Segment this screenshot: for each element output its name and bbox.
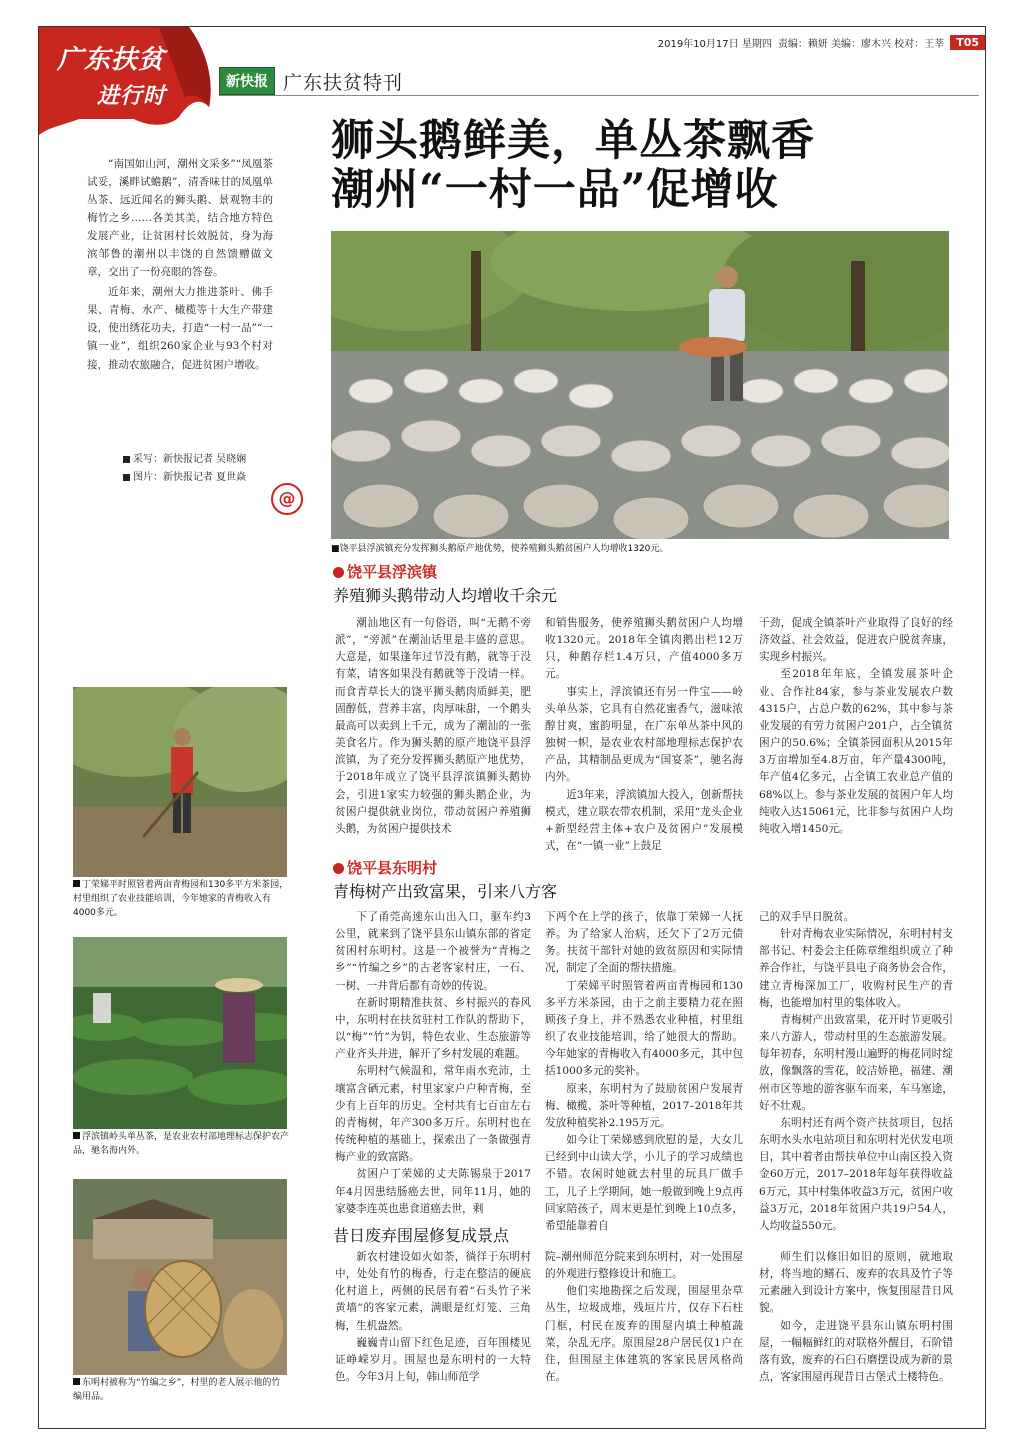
bullet-dot-icon [333,863,344,874]
article-paragraph: 原来，东明村为了鼓励贫困户发展青梅、橄榄、茶叶等种植，2017–2018年共发放种植奖补2.195万元。 [545,1082,743,1129]
article-paragraph: 近3年来，浮滨镇加大投入，创新帮扶模式，建立联农带农机制，采用“龙头企业+新型经营主体+农户及贫困户”发展模式，在“一镇一业”上鼓足 [545,788,743,853]
article-paragraph: 东明村还有两个资产扶贫项目，包括东明水头水电站项目和东明村光伏发电项目，其中着者由帮扶单位中山南区投入资金60万元，2017–2018年每年获得收益6万元，其中村集体收益3万元，贫困户收益3万元，2018年贫困户共19户54人，人均收益550元。 [759,1116,953,1232]
newspaper-page [38,26,986,1429]
issue-date: 2019年10月17日 星期四 [657,39,772,50]
header-divider [219,95,979,96]
article-paragraph: 至2018年年底，全镇发展茶叶企业、合作社84家，参与茶业发展农户数4315户，占总户数的62%，其中参与茶业发展的有劳力贫困户201户，占全镇贫困户的50.6%；全镇茶园面积从2015年3万亩增加至4.8万亩，年产量4300吨，年产值4亿多元，占全镇工农业总产值的68%以上。参与茶业发展的贫困户年人均纯收入达15061元，比非参与贫困户人均纯收入增1450元。 [759,668,953,835]
brand-title: 广东扶贫特刊 [283,71,404,94]
side-caption-2: 浮滨镇岭头单丛茶，是农业农村部地理标志保护农产品，驰名海内外。 [73,1132,290,1156]
article-paragraph: 干劲，促成全镇茶叶产业取得了良好的经济效益、社会效益，促进农户脱贫奔康，实现乡村振兴。 [759,617,953,664]
article-paragraph: 下了甬莞高速东山出入口，驱车约3公里，就来到了饶平县东山镇东部的省定贫困村东明村。这是一个被誉为“青梅之乡”“竹编之乡”的古老客家村庄，一石、一树、一井背后都有奇妙的传说。 [335,911,531,992]
headline [331,117,815,216]
at-icon: @ [271,483,303,515]
section-banner [39,27,217,135]
side-photo-bamboo-weaving [73,1179,287,1375]
section3-column3 [759,1249,953,1386]
banner-line1: 广东扶贫 [57,45,166,75]
writer-credit: 采写：新快报记者 吴晓娴 [123,451,246,469]
page-meta [658,35,985,50]
section1-tag: 饶平县浮滨镇 [333,561,437,582]
bullet-dot-icon [333,567,344,578]
article-paragraph: 事实上，浮滨镇还有另一件宝——岭头单丛茶，它具有自然花蜜香气，滋味浓醇甘爽，蜜韵明显，在广东单丛茶中风的独树一帜，是农业农村部地理标志保护农产品，其精制品更成为“国宴茶”，驰名海内外。 [545,685,743,784]
article-paragraph: 他们实地勘探之后发现，围屋里杂草丛生，垃圾成堆，残垣片片，仅存下石柱门框，村民在废弃的围屋内填土种植蔬菜，杂乱无序。原围屋28户居民仅1户在住，但围屋主体建筑的客家民居风格尚在。 [545,1285,743,1384]
article-paragraph: 针对青梅农业实际情况，东明村村支部书记、村委会主任陈章维组织成立了种养合作社，与饶平县电子商务协会合作，建立青梅深加工厂，收购村民生产的青梅，也能增加村里的集体收入。 [759,928,953,1009]
main-photo-caption: ■饶平县浮滨镇充分发挥狮头鹅原产地优势，使养殖狮头鹅贫困户人均增收1320元。 [331,544,669,554]
intro-paragraph: “南国如山河，潮州文采多”“凤凰茶试妥，溪畔试蟾鹅”，清香味甘的凤凰单丛茶、远近闻名的狮头鹅、景观物丰的梅竹之乡……各美其美，结合地方特色发展产业，让贫困村长效脱贫，身为海滨邹鲁的潮州以丰饶的自然馈赠做文章，交出了一份亮眼的答卷。 [87,158,273,279]
intro-column [87,155,273,376]
section1-column3 [759,615,953,838]
photo-credit: 图片：新快报记者 夏世焱 [123,469,246,487]
headline-line1: 狮头鹅鲜美，单丛茶飘香 [331,116,815,166]
section2-column1 [335,909,531,1218]
article-paragraph: 贫困户丁荣娣的丈夫陈锡泉于2017年4月因患结肠癌去世，同年11月，她的家婆李连英也患食道癌去世，剩 [335,1168,531,1215]
article-paragraph: 在新时期精准扶贫、乡村振兴的春风中，东明村在扶贫驻村工作队的帮助下，以“梅”“竹”为钥，特色农业、生态旅游等产业齐头并进，解开了乡村发展的难题。 [335,996,531,1061]
headline-line2: 潮州“一村一品”促增收 [331,165,779,216]
section2-column3 [759,909,953,1235]
brand-bar [219,67,403,95]
article-paragraph: 丁荣娣平时照管着两亩青梅园和130多平方米茶园，由于之前主要精力花在照顾孩子身上，并不熟悉农业种植，村里组织了农业技能培训，给了她很大的帮助。今年她家的青梅收入有4000多元，其中包括1000多元的奖补。 [545,979,743,1078]
section1-column1 [335,615,531,838]
section1-column2 [545,615,743,855]
article-paragraph: 师生们以修旧如旧的原则，就地取材，将当地的鳝石、废弃的农具及竹子等元素融入到设计方案中，恢复围屋昔日风貌。 [759,1251,953,1315]
article-paragraph: 巍巍青山留下红色足迹，百年围楼见证峥嵘岁月。围屋也是东明村的一大特色。今年3月上旬，韩山师范学 [335,1336,531,1384]
section2-column2 [545,909,743,1235]
article-paragraph: 如今，走进饶平县东山镇东明村围屋，一幅幅鲜红的对联格外醒目，石阶错落有致，废弃的石臼石磨摆设成为新的景点，客家围屋再现昔日古堡式土楼特色。 [759,1319,953,1384]
section3-column2 [545,1249,743,1386]
article-paragraph: 青梅树产出致富果，花开时节更吸引来八方游人，带动村里的生态旅游发展。每年初春，东明村漫山遍野的梅花同时绽放，像飘落的雪花，皎洁娇艳，福建、潮州市区等地的游客驱车而来，车马塞途，好不壮观。 [759,1013,953,1112]
article-paragraph: 己的双手早日脱贫。 [759,911,855,923]
brand-logo: 新快报 [219,67,275,95]
section2-tag: 饶平县东明村 [333,857,437,878]
banner-line2: 进行时 [97,83,167,109]
section3-subtitle: 昔日废弃围屋修复成景点 [333,1226,510,1245]
section1-subtitle: 养殖狮头鹅带动人均增收千余元 [333,586,558,605]
page-number: T05 [950,35,985,50]
byline [123,451,246,487]
article-paragraph: 东明村气候温和，常年雨水充沛，土壤富含硒元素，村里家家户户种青梅，至少有上百年的历史。全村共有七百亩左右的青梅树，年产300多万斤。东明村也在传统种植的基础上，探索出了一条做强青梅产业的致富路。 [335,1065,531,1164]
side-photo-orchard [73,687,287,877]
section2-subtitle: 青梅树产出致富果，引来八方客 [333,882,558,901]
side-photo-tea-garden [73,937,287,1129]
side-caption-3: 东明村被称为“竹编之乡”，村里的老人展示他的竹编用品。 [73,1378,281,1402]
side-caption-1: 丁荣娣平时照管着两亩青梅园和130多平方米茶园，村里组织了农业技能培训，今年她家的青梅收入有4000多元。 [73,880,289,918]
editor-credits: 责编：赖妍 美编：廖木兴 校对：王莘 [777,39,945,50]
article-paragraph: 如今让丁荣娣感到欣慰的是，大女儿已经到中山读大学，小儿子的学习成绩也不错。农闲时她就去村里的玩具厂做手工，儿子上学期间，她一般做到晚上9点再回家陪孩子，周末更是忙到晚上10点多，希望能靠着自 [545,1134,743,1232]
article-paragraph: 下两个在上学的孩子，依靠丁荣娣一人抚养。为了给家人治病，还欠下了2万元债务。扶贫干部针对她的致贫原因和实际情况，制定了全面的帮扶措施。 [545,911,743,975]
article-paragraph: 新农村建设如火如荼，徜徉于东明村中，处处有竹的梅香，行走在整洁的硬底化村道上，两侧的民居有着“石头竹子米黄墙”的客家元素，满眼是红灯笼、三角梅，生机盎然。 [335,1251,531,1332]
intro-paragraph: 近年来，潮州大力推进茶叶、佛手果、青梅、水产、橄榄等十大生产带建设，使出绣花功夫，打造“一村一品”“一镇一业”，组织260家企业与93个村对接，推动农旅融合，促进贫困户增收。 [87,286,273,371]
article-paragraph: 院–潮州师范分院来到东明村，对一处围屋的外观进行整修设计和施工。 [545,1251,743,1281]
section3-column1 [335,1249,531,1386]
main-photo-geese [331,231,949,539]
article-paragraph: 和销售服务，使养殖狮头鹅贫困户人均增收1320元。2018年全镇肉鹅出栏12万只，种鹅存栏1.4万只，产值4000多万元。 [545,617,743,681]
article-paragraph: 潮汕地区有一句俗语，叫“无鹅不旁派”，“旁派”在潮汕话里是丰盛的意思。大意是，如果逢年过节没有鹅，就等于没有菜，请客如果没有鹅就等于没请一样。而食青草长大的饶平狮头鹅肉质鲜美，肥固醇低，营养丰富，肉厚味甜，一个鹅头最高可以卖到上千元，成为了潮汕的一张美食名片。作为狮头鹅的原产地饶平县浮滨镇，为了充分发挥狮头鹅原产地优势，于2018年成立了饶平县浮滨镇狮头鹅协会，引进1家实力较强的狮头鹅企业，为贫困户提供就业岗位，带动贫困户养殖狮头鹅，为贫困户提供技术 [335,617,531,835]
